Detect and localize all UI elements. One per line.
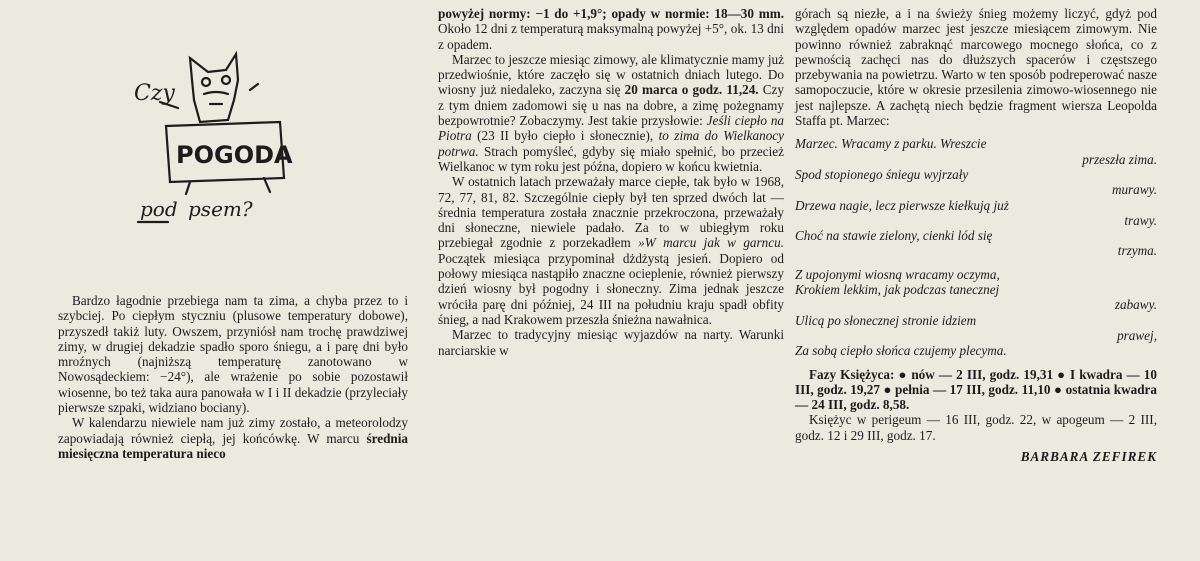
article-column-3 <box>795 6 1157 464</box>
column2-forecast-bold: powyżej normy: −1 do +1,9°; opady w normie: 18—30 mm. <box>438 6 784 21</box>
column2-p2-text-a: W ostatnich latach przeważały marce ciepłe, tak było w 1968, 72, 77, 81, 82. Szczególnie ciepły był ten sprzed dwóch lat — średnia temperatura została znacznie przekroczona, przeważały dni słoneczne, niewiele padało. Za to w ubiegłym roku przebiegał zgodnie z porzekadłem <box>438 174 784 251</box>
poem-line: Krokiem lekkim, jak podczas tanecznej <box>795 282 1000 298</box>
column1-paragraph-2-text: W kalendarzu niewiele nam już zimy zostało, a meteorolodzy zapowiadają również ciepłą, jej końcówkę. W marcu <box>58 415 408 446</box>
poem-line-continuation: zabawy. <box>1114 297 1157 313</box>
column2-p1-proverb-2: to zima do Wielkanocy potrwa. <box>438 128 785 159</box>
column2-p2-text-b: Początek miesiąca przypominał dżdżystą jesień. Dopiero od połowy miesiąca nastąpiło znaczne ocieplenie, również pierwszy dzień wiosny był pogodny i słoneczny. Zima jednak jeszcze wróciła parę dni później, 24 III na południu kraju spadł obfity śnieg, a nad Krakowem przeszła śnieżna nawałnica. <box>438 250 784 327</box>
poem-line: Z upojonymi wiosną wracamy oczyma, <box>795 266 1000 282</box>
poem-line: Spod stopionego śniegu wyjrzały <box>795 166 969 182</box>
column2-p2-proverb: »W marcu jak w garncu. <box>638 235 784 251</box>
logo-text-psem: psem? <box>188 197 253 221</box>
moon-perigee-apogee: Księżyc w perigeum — 16 III, godz. 22, w apogeum — 2 III, godz. 12 i 29 III, godz. 17. <box>795 412 1157 443</box>
column3-paragraph-0: górach są niezłe, a i na świeży śnieg możemy liczyć, gdyż pod względem opadów marzec jest jeszcze miesiącem zimowym. Nie powinno również zabraknąć marcowego mocnego słońca, co z pewnością zachęci nas do dłuższych spacerów i częstszego przebywania na powietrzu. Warto w ten sposób podreperować nasze samopoczucie, które w okresie przesilenia zimowo-wiosennego nie jest najlepsze. A zachętą niech będzie fragment wiersza Leopolda Staffa pt. Marzec: <box>795 6 1157 129</box>
column2-paragraph-3: Marzec to tradycyjny miesiąc wyjazdów na narty. Warunki narciarskie w <box>438 327 784 358</box>
column2-p1-text-c: (23 II było ciepło i słonecznie), <box>477 128 654 144</box>
column2-forecast-rest: Około 12 dni z temperaturą maksymalną powyżej +5°, ok. 13 dni z opadem. <box>438 21 784 52</box>
logo-text-czy: Czy <box>134 81 175 106</box>
logo-text-pogoda: POGODA <box>176 141 293 169</box>
column2-paragraph-2 <box>438 174 784 327</box>
poem-line: Za sobą ciepło słońca czujemy plecyma. <box>795 343 1007 359</box>
poem-stanza-2 <box>795 267 1157 359</box>
poem-line: Drzewa nagie, lecz pierwsze kiełkują już <box>795 197 1009 213</box>
column2-p1-bold: 20 marca o godz. 11,24. <box>624 82 759 98</box>
column1-paragraph-2-bold: średnia miesięczna temperatura nieco <box>58 430 409 461</box>
poem-stanza-1 <box>795 136 1157 258</box>
column2-p1-text-b: Czy z tym dniem zadomowi się u nas na dobre, a zimę pożegnamy bezpowrotnie? Zobaczymy. Jest takie przysłowie: <box>438 82 785 129</box>
poem-line: Marzec. Wracamy z parku. Wreszcie <box>795 136 987 152</box>
poem-line: Choć na stawie zielony, cienki lód się <box>795 228 993 244</box>
column2-p1-proverb-1: Jeśli ciepło na Piotra <box>438 113 785 144</box>
poem-line-continuation: trawy. <box>1124 212 1157 228</box>
pogoda-logo-illustration <box>130 50 310 230</box>
poem-line-continuation: prawej, <box>1117 327 1157 343</box>
logo-text-pod: pod <box>140 197 178 221</box>
moon-phases <box>795 367 1157 413</box>
moon-phases-text: ● nów — 2 III, godz. 19,31 ● I kwadra — 10 III, godz. 19,27 ● pełnia — 17 III, godz. 11,10 ● ostatnia kwadra — 24 III, godz. 8,58. <box>795 366 1157 413</box>
column1-paragraph-1: Bardzo łagodnie przebiega nam ta zima, a chyba przez to i szybciej. Po ciepłym styczniu (plusowe temperatury dobowe), przyszedł takiż luty. Owszem, przyniósł nam trochę prawdziwej zimy, w drugiej dekadzie spadło sporo śniegu, a i parę dni było mroźnych (najniższą temperaturę zanotowano w Nowosądeckiem: −24°), ale wrażenie po sobie pozostawił wiosenne, bo też taka aura panowała w I i II dekadzie (przyleciały pierwsze szpaki, widziano bociany). <box>58 293 408 416</box>
poem-line-continuation: murawy. <box>1111 182 1157 198</box>
moon-phases-title: Fazy Księżyca: <box>809 366 895 382</box>
column2-p1-text-a: Marzec to jeszcze miesiąc zimowy, ale klimatycznie mamy już przedwiośnie, które zaczęło się w ostatnich dniach lutego. Do wiosny już niedaleko, zaczyna się <box>438 51 784 98</box>
column2-paragraph-0 <box>438 6 784 52</box>
column2-p1-text-d: Strach pomyśleć, gdyby się miało spełnić, bo przecież Wielkanoc w tym roku jest późna, dopiero w końcu kwietnia. <box>438 143 785 174</box>
poem-line-continuation: trzyma. <box>1117 243 1157 259</box>
poem-fragment <box>795 136 1157 358</box>
author-signature: BARBARA ZEFIREK <box>1020 449 1157 465</box>
poem-line: Ulicą po słonecznej stronie idziem <box>795 312 977 328</box>
article-column-1 <box>58 293 408 461</box>
poem-line-continuation: przeszła zima. <box>1082 151 1157 167</box>
article-column-2 <box>438 6 784 358</box>
column1-paragraph-2 <box>58 415 408 461</box>
column2-paragraph-1 <box>438 52 784 174</box>
